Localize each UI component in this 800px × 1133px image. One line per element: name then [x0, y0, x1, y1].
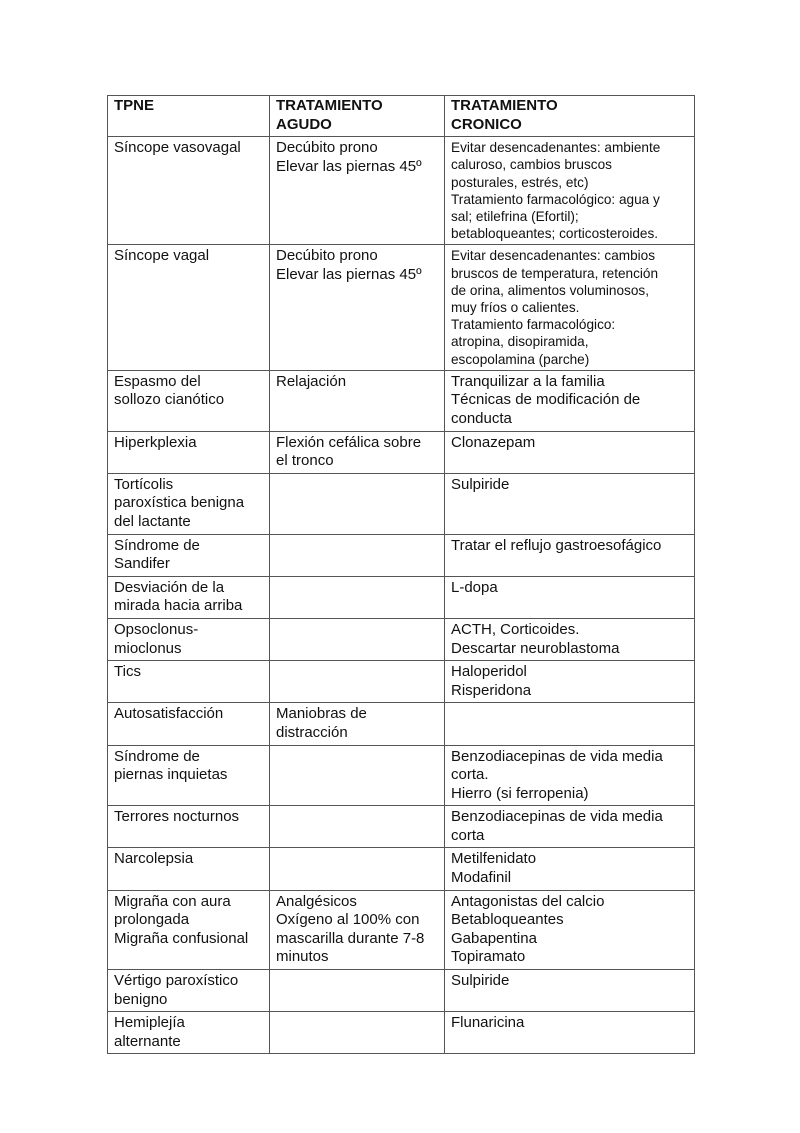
- cell-tpne: Opsoclonus- mioclonus: [108, 618, 270, 660]
- cell-agudo: [270, 473, 445, 534]
- cell-tpne: Hemiplejía alternante: [108, 1012, 270, 1054]
- table-row: [108, 970, 695, 1012]
- cell-agudo: Analgésicos Oxígeno al 100% con mascarilla durante 7-8 minutos: [270, 890, 445, 969]
- cell-cronico: L-dopa: [445, 576, 695, 618]
- table-header-row: [108, 96, 695, 137]
- cell-agudo: [270, 576, 445, 618]
- table-row: [108, 890, 695, 969]
- cell-agudo: [270, 534, 445, 576]
- cell-agudo: [270, 970, 445, 1012]
- table-row: [108, 848, 695, 890]
- cell-tpne: Tics: [108, 661, 270, 703]
- cell-tpne: Tortícolis paroxística benigna del lactante: [108, 473, 270, 534]
- cell-cronico: Sulpiride: [445, 473, 695, 534]
- cell-cronico: Flunaricina: [445, 1012, 695, 1054]
- cell-cronico: Antagonistas del calcio Betabloqueantes Gabapentina Topiramato: [445, 890, 695, 969]
- header-tratamiento-cronico: TRATAMIENTO CRONICO: [445, 96, 695, 137]
- cell-tpne: Espasmo del sollozo cianótico: [108, 370, 270, 431]
- treatment-table: [107, 95, 695, 1054]
- cell-agudo: Flexión cefálica sobre el tronco: [270, 431, 445, 473]
- cell-tpne: Síndrome de Sandifer: [108, 534, 270, 576]
- cell-tpne: Vértigo paroxístico benigno: [108, 970, 270, 1012]
- table-row: [108, 534, 695, 576]
- cell-agudo: [270, 1012, 445, 1054]
- cell-tpne: Síndrome de piernas inquietas: [108, 745, 270, 806]
- cell-tpne: Hiperkplexia: [108, 431, 270, 473]
- table-row: [108, 806, 695, 848]
- cell-agudo: [270, 661, 445, 703]
- cell-tpne: Narcolepsia: [108, 848, 270, 890]
- cell-cronico: Tratar el reflujo gastroesofágico: [445, 534, 695, 576]
- cell-cronico: [445, 703, 695, 745]
- cell-cronico: Benzodiacepinas de vida media corta. Hierro (si ferropenia): [445, 745, 695, 806]
- table-row: [108, 618, 695, 660]
- cell-cronico: Haloperidol Risperidona: [445, 661, 695, 703]
- cell-cronico: Clonazepam: [445, 431, 695, 473]
- table-row: [108, 703, 695, 745]
- cell-agudo: [270, 618, 445, 660]
- cell-tpne: Desviación de la mirada hacia arriba: [108, 576, 270, 618]
- header-tpne: TPNE: [108, 96, 270, 137]
- cell-agudo: [270, 806, 445, 848]
- cell-cronico: Evitar desencadenantes: ambiente caluroso, cambios bruscos posturales, estrés, etc) Tratamiento farmacológico: agua y sal; etilefrina (Efortil); betabloqueantes; corticosteroides.: [445, 137, 695, 245]
- cell-cronico: Sulpiride: [445, 970, 695, 1012]
- cell-agudo: Maniobras de distracción: [270, 703, 445, 745]
- cell-cronico: Evitar desencadenantes: cambios bruscos de temperatura, retención de orina, alimentos voluminosos, muy fríos o calientes. Tratamiento farmacológico: atropina, disopiramida, escopolamina (parche): [445, 245, 695, 370]
- cell-agudo: Decúbito prono Elevar las piernas 45º: [270, 245, 445, 370]
- cell-agudo: Relajación: [270, 370, 445, 431]
- table-row: [108, 473, 695, 534]
- cell-tpne: Terrores nocturnos: [108, 806, 270, 848]
- table-row: [108, 431, 695, 473]
- table-row: [108, 370, 695, 431]
- cell-tpne: Síncope vagal: [108, 245, 270, 370]
- cell-agudo: Decúbito prono Elevar las piernas 45º: [270, 137, 445, 245]
- cell-tpne: Síncope vasovagal: [108, 137, 270, 245]
- cell-cronico: ACTH, Corticoides. Descartar neuroblastoma: [445, 618, 695, 660]
- header-tratamiento-agudo: TRATAMIENTO AGUDO: [270, 96, 445, 137]
- table-row: [108, 137, 695, 245]
- table-row: [108, 245, 695, 370]
- cell-cronico: Metilfenidato Modafinil: [445, 848, 695, 890]
- cell-agudo: [270, 745, 445, 806]
- table-row: [108, 661, 695, 703]
- cell-cronico: Benzodiacepinas de vida media corta: [445, 806, 695, 848]
- cell-tpne: Autosatisfacción: [108, 703, 270, 745]
- cell-agudo: [270, 848, 445, 890]
- cell-cronico: Tranquilizar a la familia Técnicas de modificación de conducta: [445, 370, 695, 431]
- table-row: [108, 576, 695, 618]
- table-row: [108, 1012, 695, 1054]
- cell-tpne: Migraña con aura prolongada Migraña confusional: [108, 890, 270, 969]
- table-row: [108, 745, 695, 806]
